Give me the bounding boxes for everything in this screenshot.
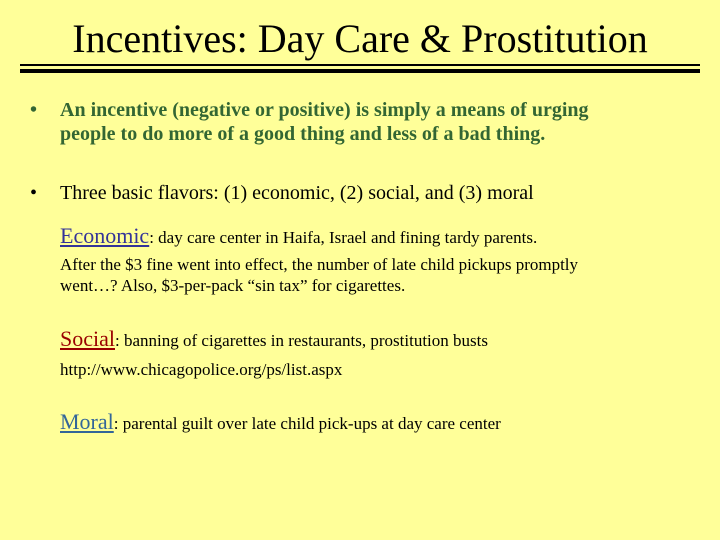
moral-example [60, 411, 710, 434]
flavors-text: , and (3) [414, 182, 488, 204]
title-underline-thin [20, 64, 700, 66]
flavor-economic: economic [252, 182, 330, 204]
bullet-incentive-line1: An incentive (negative or positive) is simply a means of urging [60, 99, 589, 121]
bullet-marker: • [30, 99, 38, 121]
bullet-three-flavors [60, 181, 534, 205]
chicago-police-url[interactable]: http://www.chicagopolice.org/ps/list.aspx [60, 360, 343, 379]
social-text: : banning of cigarettes in restaurants, prostitution busts [115, 331, 488, 350]
moral-text: : parental guilt over late child pick-ups at day care center [113, 414, 501, 433]
flavor-social: social [368, 182, 415, 204]
title-underline-thick [20, 69, 700, 73]
moral-term: Moral [60, 409, 114, 434]
flavors-text: Three basic flavors: (1) [60, 182, 253, 204]
after-fine-line2: went…? Also, $3-per-pack “sin tax” for cigarettes. [60, 276, 406, 295]
social-example [60, 328, 710, 351]
bullet-incentive-line2: people to do more of a good thing and less of a bad thing. [60, 123, 546, 145]
flavor-moral: moral [487, 182, 534, 204]
slide-title: Incentives: Day Care & Prostitution [72, 16, 648, 61]
bullet-marker: • [30, 182, 38, 204]
economic-example [60, 225, 710, 248]
after-fine-line1: After the $3 fine went into effect, the number of late child pickups promptly [60, 255, 579, 274]
flavors-text: , (2) [329, 182, 369, 204]
economic-term: Economic [60, 223, 150, 248]
social-term: Social [60, 326, 115, 351]
economic-text: : day care center in Haifa, Israel and fining tardy parents. [149, 228, 538, 247]
